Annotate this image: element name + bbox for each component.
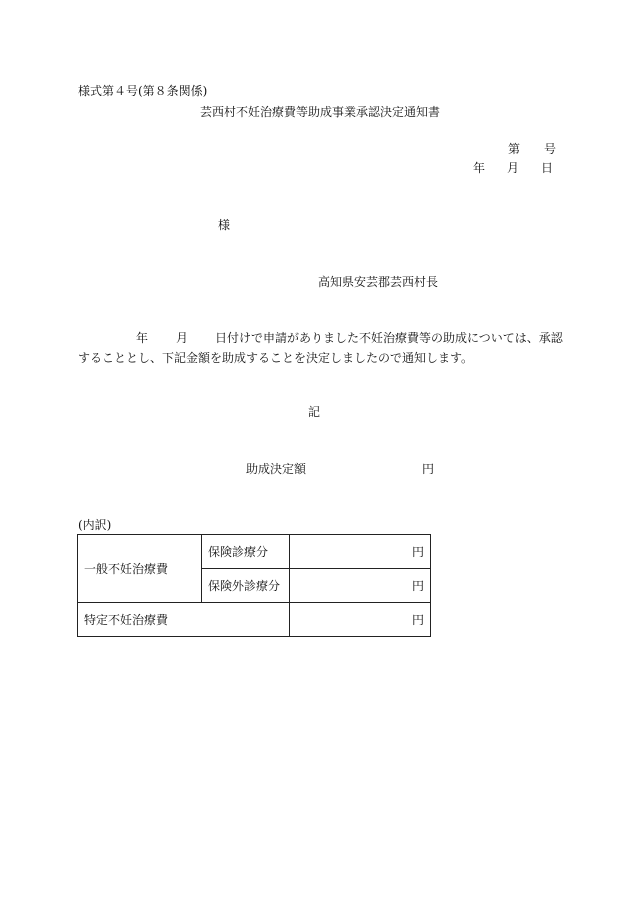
grant-amount-unit: 円: [422, 462, 435, 476]
document-number: [508, 143, 556, 155]
table-row: [78, 603, 431, 637]
date-day: 日: [541, 161, 554, 175]
uninsured-label: 保険外診療分: [202, 569, 290, 603]
body-line-1: [136, 332, 563, 344]
body-line-1-text: 日付けで申請がありました不妊治療費等の助成については、承認: [215, 331, 563, 345]
insured-amount-unit: 円: [290, 535, 431, 569]
addressee-suffix: 様: [218, 218, 231, 232]
body-line-2: することとし、下記金額を助成することを決定しましたので通知します。: [78, 351, 474, 365]
grant-amount: [246, 463, 434, 475]
ki-heading: 記: [308, 405, 321, 419]
uninsured-amount-unit: 円: [290, 569, 431, 603]
date-year: 年: [473, 161, 486, 175]
breakdown-table: [77, 534, 431, 637]
body-year: 年: [136, 331, 149, 345]
specific-treatment-label: 特定不妊治療費: [78, 603, 290, 637]
body-month: 月: [176, 331, 189, 345]
specific-amount-unit: 円: [290, 603, 431, 637]
issuer: 高知県安芸郡芸西村長: [318, 275, 439, 289]
form-number: 様式第４号(第８条関係): [78, 84, 208, 98]
general-treatment-label: 一般不妊治療費: [78, 535, 202, 603]
date-month: 月: [507, 161, 520, 175]
insured-label: 保険診療分: [202, 535, 290, 569]
breakdown-label: (内訳): [78, 518, 112, 532]
doc-number-dai: 第: [508, 142, 521, 156]
table-row: [78, 535, 431, 569]
document-title: 芸西村不妊治療費等助成事業承認決定通知書: [200, 105, 441, 119]
issue-date: [473, 162, 553, 174]
doc-number-go: 号: [544, 142, 557, 156]
grant-amount-label: 助成決定額: [246, 462, 307, 476]
